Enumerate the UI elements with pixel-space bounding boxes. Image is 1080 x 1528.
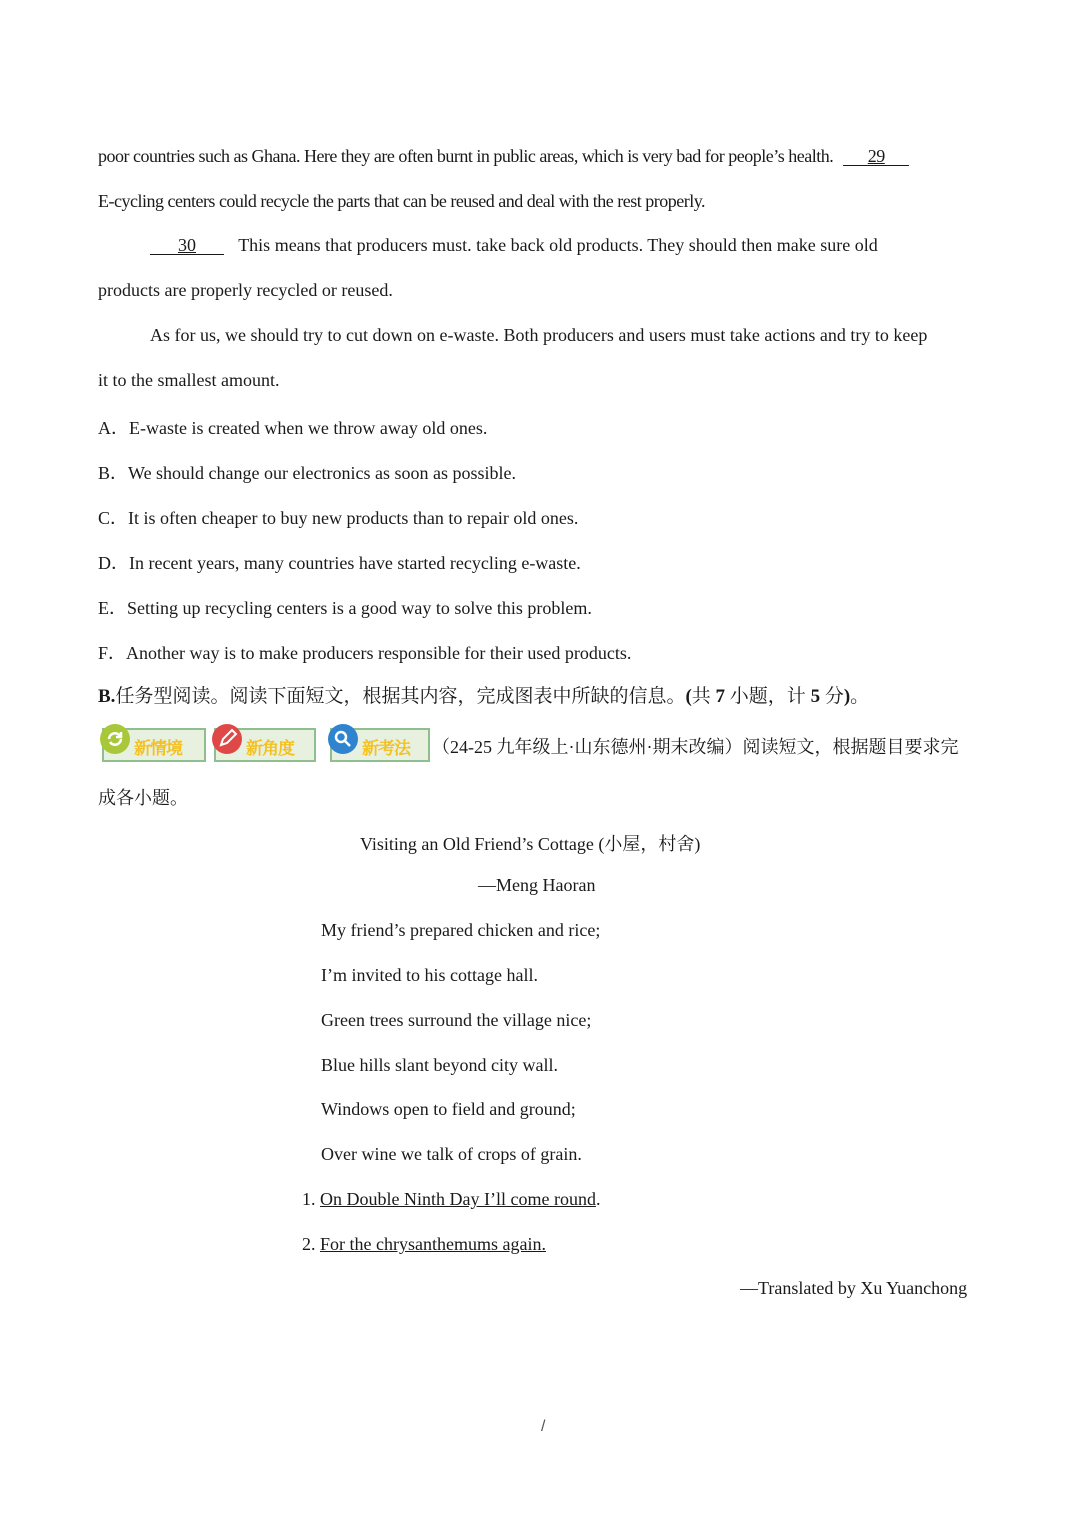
badge-new-context — [102, 728, 206, 762]
pencil-icon — [212, 724, 242, 754]
blank-29[interactable]: 29 — [843, 147, 909, 166]
passage-line-4: products are properly recycled or reused. — [98, 280, 393, 300]
poem-author: —Meng Haoran — [478, 875, 596, 895]
option-letter: A． — [98, 418, 129, 438]
source-line-continued: 成各小题。 — [98, 788, 188, 808]
poem-numbered-line-2 — [302, 1234, 546, 1255]
underlined-line: On Double Ninth Day I’ll come round — [320, 1189, 596, 1209]
poem-numbered-line-1: 1. On Double Ninth Day I’ll come round. — [302, 1189, 601, 1209]
option-letter: E． — [98, 598, 127, 618]
poem-line: I’m invited to his cottage hall. — [321, 965, 538, 985]
section-b-text: 任务型阅读。阅读下面短文，根据其内容，完成图表中所缺的信息。 — [115, 686, 686, 707]
search-icon — [328, 724, 358, 754]
option-letter: B． — [98, 463, 129, 483]
poem-line: My friend’s prepared chicken and rice; — [321, 920, 601, 940]
badge-label: 新角度 — [246, 739, 294, 759]
poem-line: Blue hills slant beyond city wall. — [321, 1055, 558, 1075]
option-e — [98, 594, 592, 620]
line-number: 2. — [302, 1234, 316, 1254]
option-text: In recent years, many countries have started recycling e-waste. — [129, 553, 581, 573]
option-b — [98, 459, 516, 485]
poem-line: Windows open to field and ground; — [321, 1099, 576, 1119]
option-letter: D． — [98, 553, 129, 573]
blank-30[interactable]: 30 — [150, 236, 224, 255]
refresh-icon — [100, 724, 130, 754]
option-d — [98, 549, 581, 575]
passage-line-6: it to the smallest amount. — [98, 370, 280, 390]
poem-title: Visiting an Old Friend’s Cottage (小屋，村舍) — [360, 834, 701, 854]
option-letter: F． — [98, 643, 127, 663]
passage-text: This means that producers must. take back old products. They should then make sure old — [238, 235, 878, 255]
page-marker: / — [541, 1418, 546, 1435]
passage-line-1 — [98, 146, 909, 167]
option-f — [98, 639, 631, 665]
option-c — [98, 504, 578, 530]
passage-text: poor countries such as Ghana. Here they are often burnt in public areas, which is very bad for people’s health. — [98, 146, 834, 166]
badge-label: 新考法 — [362, 739, 410, 759]
underlined-line: For the chrysanthemums again. — [320, 1234, 546, 1254]
source-line: （24-25 九年级上·山东德州·期末改编）阅读短文，根据题目要求完 — [432, 737, 959, 757]
badge-new-angle — [214, 728, 316, 762]
passage-line-2: E-cycling centers could recycle the parts that can be reused and deal with the rest properly. — [98, 191, 706, 211]
option-text: Setting up recycling centers is a good way to solve this problem. — [127, 598, 592, 618]
passage-line-3 — [150, 235, 878, 256]
line-number: 1. — [302, 1189, 316, 1209]
section-b-prefix: B. — [98, 686, 116, 707]
option-text: E-waste is created when we throw away old ones. — [129, 418, 488, 438]
poem-line: Green trees surround the village nice; — [321, 1010, 592, 1030]
poem-line: Over wine we talk of crops of grain. — [321, 1144, 582, 1164]
option-letter: C． — [98, 508, 129, 528]
option-text: We should change our electronics as soon as possible. — [128, 463, 516, 483]
badge-label: 新情境 — [134, 739, 182, 759]
section-b-heading: B.任务型阅读。阅读下面短文，根据其内容，完成图表中所缺的信息。(共 7 小题，计 5 分)。 — [98, 686, 870, 707]
option-text: It is often cheaper to buy new products than to repair old ones. — [128, 508, 579, 528]
option-a — [98, 414, 487, 440]
option-text: Another way is to make producers responsible for their used products. — [126, 643, 632, 663]
passage-line-5: As for us, we should try to cut down on e-waste. Both producers and users must take actions and try to keep — [150, 325, 928, 345]
translator-credit: —Translated by Xu Yuanchong — [740, 1278, 968, 1298]
badge-new-method — [330, 728, 430, 762]
